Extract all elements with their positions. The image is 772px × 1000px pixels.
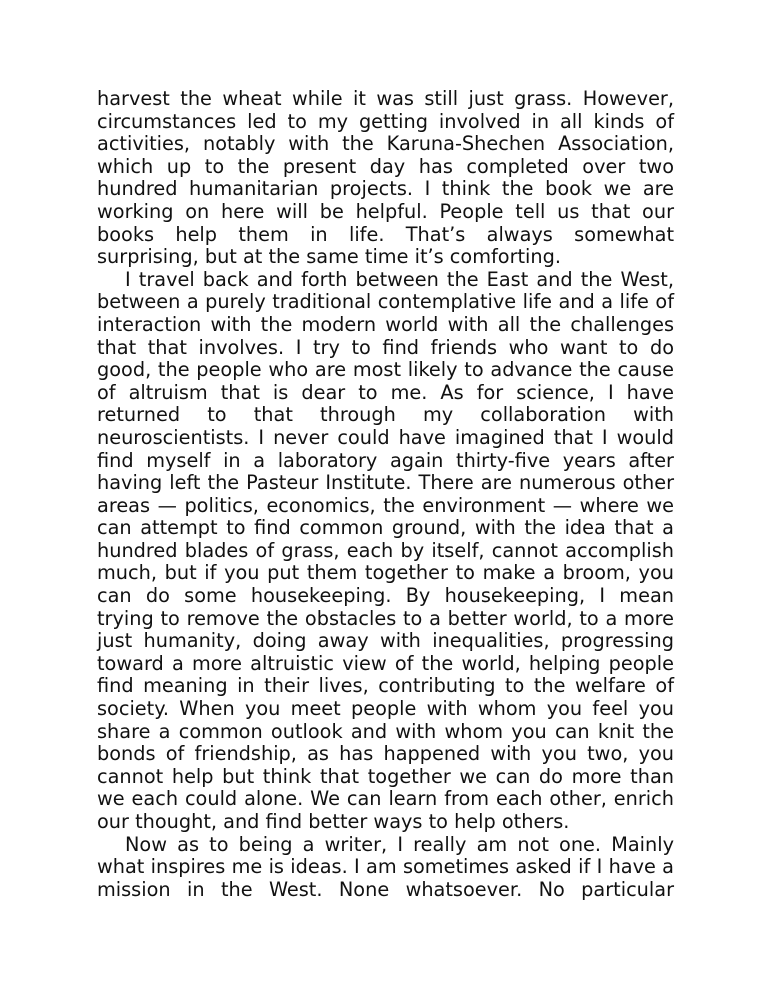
paragraph-continuation: harvest the wheat while it was still just grass. However, circumstances led to my getting involved in all kinds of activities, notably with the Karuna-Shechen Association, which up to the present day has completed over two hundred humanitarian projects. I think the book we are working on here will be helpful. People tell us that our books help them in life. That’s always somewhat surprising, but at the same time it’s comforting. bbox=[97, 87, 674, 269]
paragraph-writer: Now as to being a writer, I really am not one. Mainly what inspires me is ideas. I am sometimes asked if I have a mission in the West. None whatsoever. No particular bbox=[97, 832, 674, 901]
page-body bbox=[97, 88, 674, 901]
paragraph-east-west: I travel back and forth between the East and the West, between a purely traditional contemplative life and a life of interaction with the modern world with all the challenges that that involves. I try to find friends who want to do good, the people who are most likely to advance the cause of altruism that is dear to me. As for science, I have returned to that through my collaboration with neuroscientists. I never could have imagined that I would find myself in a laboratory again thirty-five years after having left the Pasteur Institute. There are numerous other areas — politics, economics, the environment — where we can attempt to find common ground, with the idea that a hundred blades of grass, each by itself, cannot accomplish much, but if you put them together to make a broom, you can do some housekeeping. By housekeeping, I mean trying to remove the obstacles to a better world, to a more just humanity, doing away with inequalities, progressing toward a more altruistic view of the world, helping people find meaning in their lives, contributing to the welfare of society. When you meet people with whom you feel you share a common outlook and with whom you can knit the bonds of friendship, as has happened with you two, you cannot help but think that together we can do more than we each could alone. We can learn from each other, enrich our thought, and find better ways to help others. bbox=[97, 267, 674, 833]
